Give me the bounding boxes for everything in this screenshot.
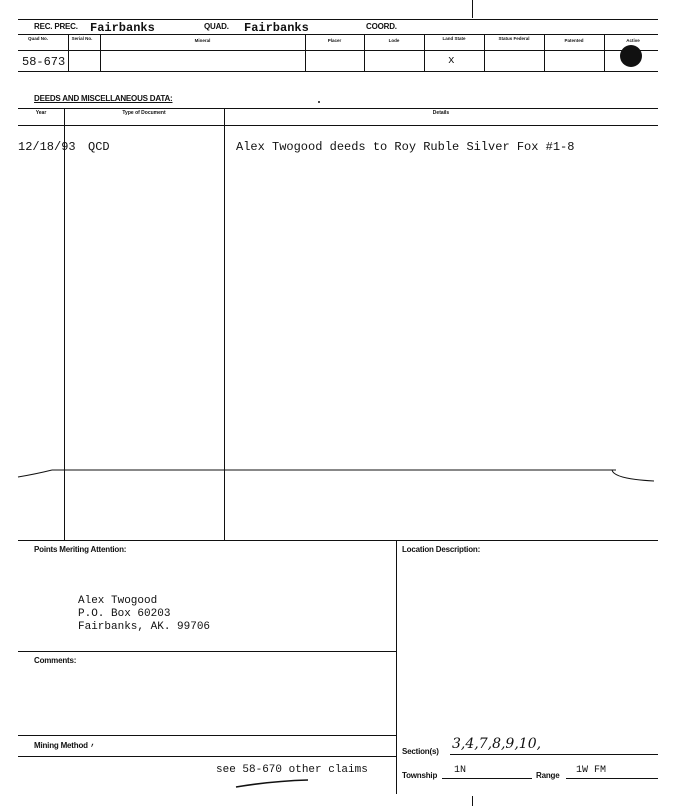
deeds-bottom-rule bbox=[18, 540, 658, 541]
col-header-mineral: Mineral bbox=[194, 38, 211, 43]
col-header-type: Type of Document bbox=[122, 110, 166, 116]
col-header-patented: Patented bbox=[564, 38, 584, 43]
comments-rule bbox=[18, 651, 396, 652]
township-line bbox=[442, 778, 532, 779]
fold-line bbox=[0, 462, 678, 488]
address-line: P.O. Box 60203 bbox=[78, 608, 171, 620]
header-top-rule bbox=[18, 19, 658, 20]
col-header-year: Year bbox=[35, 110, 47, 116]
col-header-details: Details bbox=[432, 110, 450, 116]
col-divider-active bbox=[604, 34, 605, 71]
quad-label: QUAD. bbox=[204, 22, 229, 31]
township-value: 1N bbox=[454, 765, 467, 776]
mining-method-label: Mining Method bbox=[34, 741, 88, 750]
col-header-serial-no: Serial No. bbox=[71, 36, 93, 41]
address-line: Fairbanks, AK. 99706 bbox=[78, 621, 211, 633]
address-line: Alex Twogood bbox=[78, 595, 158, 607]
col-header-status-federal: Status Federal bbox=[498, 36, 530, 41]
col-divider-federal bbox=[484, 34, 485, 71]
coord-label: COORD. bbox=[366, 22, 397, 31]
quad-no-value: 58-673 bbox=[22, 55, 66, 69]
bottom-tick-mark bbox=[472, 796, 473, 806]
mining-bottom-rule bbox=[18, 756, 396, 757]
section-label: Section(s) bbox=[402, 747, 439, 756]
quad-value: Fairbanks bbox=[244, 21, 309, 35]
col-header-lode: Lode bbox=[388, 38, 400, 43]
mining-method-value: , bbox=[90, 738, 97, 749]
col-divider-serial bbox=[68, 34, 69, 71]
col-header-active: Active bbox=[626, 38, 640, 43]
rec-prec-label: REC. PREC. bbox=[34, 22, 78, 31]
township-label: Township bbox=[402, 771, 438, 780]
section-value: 3,4,7,8,9,10, bbox=[452, 736, 542, 752]
see-note: see 58-670 other claims bbox=[216, 764, 368, 776]
land-state-mark: x bbox=[448, 55, 455, 67]
handwritten-underline bbox=[232, 778, 312, 790]
range-value: 1W FM bbox=[576, 765, 607, 776]
header-subrow-rule bbox=[18, 50, 658, 51]
col-divider-land bbox=[424, 34, 425, 71]
range-label: Range bbox=[536, 771, 560, 780]
header-bottom-rule bbox=[18, 71, 658, 72]
header-row-rule bbox=[18, 34, 658, 35]
speck-mark bbox=[318, 101, 320, 103]
top-tick-mark bbox=[472, 0, 473, 18]
comments-label: Comments: bbox=[34, 656, 77, 665]
mining-rule bbox=[18, 735, 396, 736]
section-line bbox=[450, 754, 658, 755]
deeds-top-rule bbox=[18, 108, 658, 109]
location-label: Location Description: bbox=[402, 545, 481, 554]
range-line bbox=[566, 778, 658, 779]
deed-details: Alex Twogood deeds to Roy Ruble Silver Fox #1-8 bbox=[236, 140, 575, 154]
points-label: Points Meriting Attention: bbox=[34, 545, 127, 554]
deed-year: 12/18/93 bbox=[18, 140, 76, 154]
deed-type: QCD bbox=[88, 140, 110, 154]
deeds-section-title: DEEDS AND MISCELLANEOUS DATA: bbox=[34, 94, 173, 103]
col-header-land-state: Land State bbox=[442, 36, 466, 41]
col-header-placer: Placer bbox=[327, 38, 342, 43]
bottom-divider bbox=[396, 540, 397, 794]
deeds-header-rule bbox=[18, 125, 658, 126]
hole-punch-icon bbox=[620, 45, 642, 67]
rec-prec-value: Fairbanks bbox=[90, 21, 155, 35]
col-header-quad-no: Quad No. bbox=[28, 36, 48, 41]
